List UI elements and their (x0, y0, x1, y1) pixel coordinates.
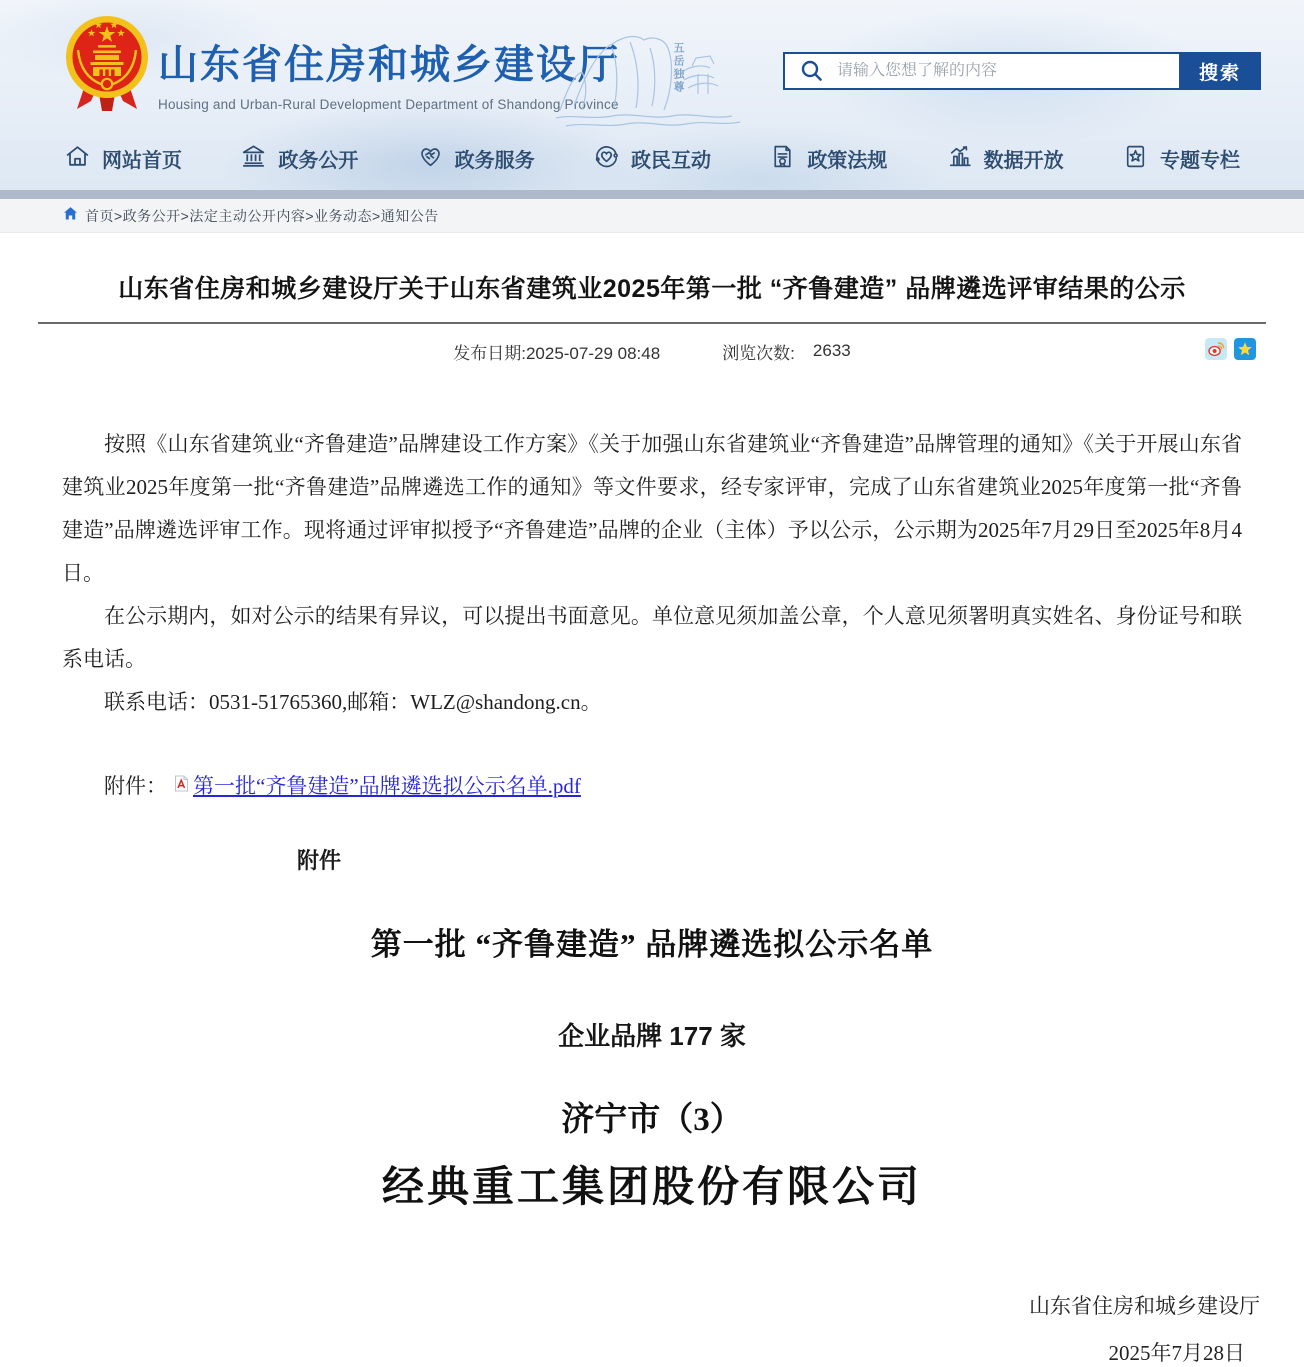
doc-company-line: 经典重工集团股份有限公司 (381, 1165, 922, 1211)
doc-list-title: 第一批 “齐鲁建造” 品牌遴选拟公示名单 (370, 927, 934, 962)
search-icon (799, 58, 825, 84)
mountain-decoration (552, 14, 772, 134)
doc-count-line: 企业品牌 177 家 (558, 1021, 746, 1051)
doc-issue-date: 2025年7月28日 (1108, 1341, 1245, 1365)
search-button[interactable]: 搜索 (1179, 52, 1261, 90)
attachment-link[interactable]: 第一批“齐鲁建造”品牌遴选拟公示名单.pdf (193, 774, 581, 798)
nav-item-special-topics[interactable] (1122, 143, 1240, 175)
qzone-share-icon[interactable] (1234, 338, 1256, 360)
heart-interaction-icon (593, 143, 620, 175)
nav-item-home[interactable] (64, 143, 182, 175)
views-count: 2633 (812, 341, 851, 360)
site-name-english: Housing and Urban-Rural Development Department of Shandong Province (158, 97, 619, 112)
mountain-inscription: 五岳独尊 (672, 42, 684, 94)
star-document-icon (1122, 143, 1149, 175)
article-body (62, 423, 1242, 724)
nav-item-label: 专题专栏 (1159, 150, 1240, 172)
site-title-block (158, 33, 620, 112)
home-icon (64, 143, 91, 175)
site-name: 山东省住房和城乡建设厅 (158, 43, 620, 87)
breadcrumb-home-icon (63, 206, 78, 226)
pdf-file-icon (174, 773, 189, 798)
breadcrumb-path[interactable]: 首页>政务公开>法定主动公开内容>业务动态>通知公告 (85, 207, 439, 224)
search-input[interactable] (825, 62, 1179, 80)
doc-annex-label: 附件 (297, 848, 342, 873)
policy-document-icon (769, 143, 796, 175)
share-icons (1205, 338, 1256, 360)
nav-item-label: 政策法规 (807, 150, 888, 172)
nav-item-interaction[interactable] (593, 143, 711, 175)
doc-city-line: 济宁市（3） (561, 1102, 743, 1138)
nav-item-label: 政民互动 (630, 150, 711, 172)
nav-item-label: 数据开放 (983, 150, 1064, 172)
article-content (0, 269, 1304, 1367)
national-emblem-icon (64, 12, 150, 114)
doc-issuer: 山东省住房和城乡建设厅 (1029, 1294, 1260, 1318)
publish-date: 发布日期:2025-07-29 08:48 (453, 343, 661, 363)
paragraph: 按照《山东省建筑业“齐鲁建造”品牌建设工作方案》《关于加强山东省建筑业“齐鲁建造”品牌管理的通知》《关于开展山东省建筑业2025年度第一批“齐鲁建造”品牌遴选工作的通知》等文件要求，经专家评审，完成了山东省建筑业2025年度第一批“齐鲁建造”品牌遴选评审工作。现将通过评审拟授予“齐鲁建造”品牌的企业（主体）予以公示，公示期为2025年7月29日至2025年8月4日。 (62, 432, 1242, 585)
document-preview (0, 844, 1304, 1367)
nav-item-open-data[interactable] (946, 143, 1064, 175)
handshake-icon (417, 143, 444, 175)
nav-item-gov-affairs[interactable] (240, 143, 358, 175)
nav-item-label: 网站首页 (102, 150, 182, 172)
paragraph: 联系电话：0531-51765360,邮箱：WLZ@shandong.cn。 (104, 690, 602, 714)
paragraph: 在公示期内，如对公示的结果有异议，可以提出书面意见。单位意见须加盖公章，个人意见须署明真实姓名、身份证号和联系电话。 (62, 604, 1242, 671)
attachment-label: 附件： (104, 774, 167, 798)
weibo-share-icon[interactable] (1205, 338, 1227, 360)
nav-item-policies[interactable] (769, 143, 887, 175)
search-box (783, 52, 1261, 90)
attachment-row (62, 770, 1242, 800)
nav-item-label: 政务服务 (454, 150, 535, 172)
nav-item-gov-services[interactable] (417, 143, 535, 175)
header-divider (0, 190, 1304, 199)
bar-chart-icon (946, 143, 973, 175)
main-nav (0, 135, 1304, 182)
nav-item-label: 政务公开 (278, 150, 359, 172)
views-label: 浏览次数: (722, 343, 795, 363)
article-title: 山东省住房和城乡建设厅关于山东省建筑业2025年第一批 “齐鲁建造” 品牌遴选评审结果的公示 (118, 275, 1186, 303)
article-meta (0, 337, 1304, 365)
site-header (0, 0, 1304, 190)
breadcrumb (0, 199, 1304, 233)
government-building-icon (240, 143, 267, 175)
title-rule (38, 322, 1266, 324)
